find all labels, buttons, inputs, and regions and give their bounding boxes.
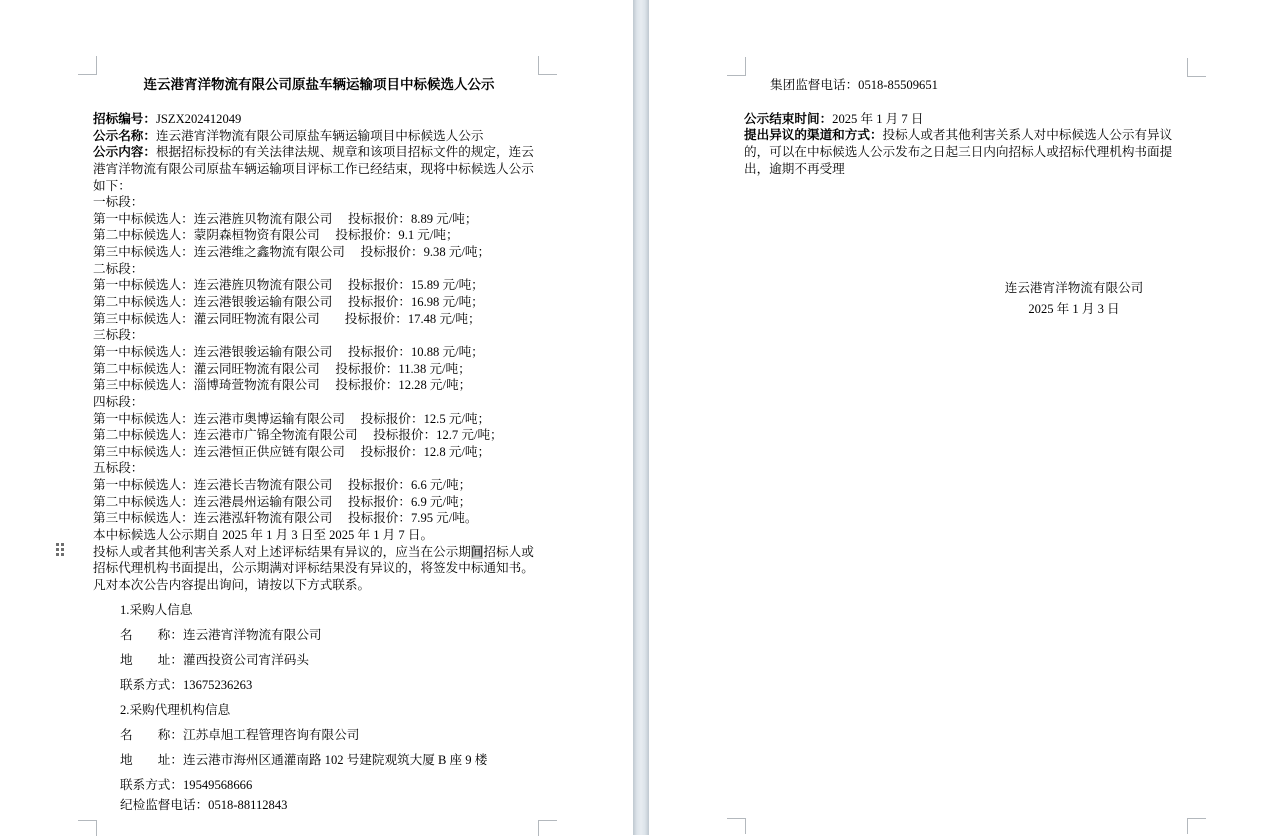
text-line: 出，逾期不再受理: [744, 161, 845, 176]
text-line: 公示名称：连云港宵洋物流有限公司原盐车辆运输项目中标候选人公示: [93, 128, 484, 143]
text-line: 港宵洋物流有限公司原盐车辆运输项目评标工作已经结束，现将中标候选人公示: [93, 161, 534, 176]
text-line: 第三中标候选人：连云港恒正供应链有限公司 投标报价：12.8 元/吨；: [93, 444, 491, 459]
text-line: 2.采购代理机构信息: [120, 703, 231, 718]
text-line: 第三中标候选人：淄博琦萱物流有限公司 投标报价：12.28 元/吨；: [93, 378, 472, 393]
text-line: 集团监督电话：0518-85509651: [770, 78, 938, 92]
text-line: 第三中标候选人：连云港维之鑫物流有限公司 投标报价：9.38 元/吨；: [93, 245, 491, 260]
bold-label: 提出异议的渠道和方式：: [744, 128, 883, 143]
text-line: 招标代理机构书面提出，公示期满对评标结果没有异议的，将签发中标通知书。: [93, 561, 534, 576]
right-page: [649, 0, 1283, 835]
text-line: 凡对本次公告内容提出询问，请按以下方式联系。: [93, 577, 371, 592]
margin-corner-mark: [538, 56, 557, 75]
text-line: 公示结束时间：2025 年 1 月 7 日: [744, 111, 924, 126]
text-line: 纪检监督电话：0518-88112843: [120, 797, 288, 812]
text-line: 第二中标候选人：蒙阴森桓物资有限公司 投标报价：9.1 元/吨；: [93, 228, 459, 243]
signature-company: 连云港宵洋物流有限公司: [1004, 281, 1144, 295]
text-line: 三标段：: [93, 328, 144, 343]
text-line: 四标段：: [93, 394, 144, 409]
margin-corner-mark: [727, 818, 746, 834]
margin-corner-mark: [1187, 58, 1206, 77]
bold-label: 公示内容：: [93, 145, 156, 160]
text-line: 名 称：连云港宵洋物流有限公司: [120, 628, 322, 642]
text-line: 第三中标候选人：连云港泓轩物流有限公司 投标报价：7.95 元/吨。: [93, 511, 478, 526]
text-line: 名 称：江苏卓旭工程管理咨询有限公司: [120, 728, 360, 743]
text-line: 本中标候选人公示期自 2025 年 1 月 3 日至 2025 年 1 月 7 日。: [93, 528, 434, 543]
text-line: 第二中标候选人：连云港市广锦全物流有限公司 投标报价：12.7 元/吨；: [93, 428, 503, 443]
text-line: 第一中标候选人：连云港旌贝物流有限公司 投标报价：15.89 元/吨；: [93, 278, 484, 293]
bold-label: 公示结束时间：: [744, 111, 833, 126]
text-line: 第二中标候选人：连云港晨州运输有限公司 投标报价：6.9 元/吨；: [93, 494, 472, 509]
text-line: 二标段：: [93, 261, 144, 276]
text-line: 五标段：: [93, 461, 144, 476]
text-line: 第二中标候选人：灌云同旺物流有限公司 投标报价：11.38 元/吨；: [93, 361, 471, 376]
bold-label: 招标编号：: [93, 112, 156, 126]
text-line: 第一中标候选人：连云港银骏运输有限公司 投标报价：10.88 元/吨；: [93, 344, 484, 359]
text-line: 联系方式：19549568666: [120, 778, 253, 793]
text-line: 提出异议的渠道和方式：投标人或者其他利害关系人对中标候选人公示有异议: [744, 128, 1173, 143]
text-line: 如下：: [93, 178, 131, 193]
text-line: [744, 94, 1214, 111]
text-line: 的，可以在中标候选人公示发布之日起三日内向招标人或招标代理机构书面提: [744, 145, 1173, 160]
text-line: 第一中标候选人：连云港旌贝物流有限公司 投标报价：8.89 元/吨；: [93, 211, 478, 226]
left-page-text: [93, 111, 553, 813]
signature-date: 2025 年 1 月 3 日: [1028, 302, 1120, 316]
paragraph-handle-icon[interactable]: [56, 543, 65, 556]
left-page: [0, 0, 633, 835]
margin-corner-mark: [727, 57, 746, 76]
text-line: 1.采购人信息: [120, 602, 193, 617]
margin-corner-mark: [78, 820, 97, 836]
margin-corner-mark: [538, 820, 557, 836]
text-line: 一标段：: [93, 195, 144, 210]
signature-block: [949, 278, 1199, 320]
text-line: 第一中标候选人：连云港市奥博运输有限公司 投标报价：12.5 元/吨；: [93, 411, 491, 426]
text-line: 联系方式：13675236263: [120, 678, 253, 693]
text-line: 第二中标候选人：连云港银骏运输有限公司 投标报价：16.98 元/吨；: [93, 295, 484, 310]
text-line: 招标编号：JSZX202412049: [93, 112, 242, 126]
margin-corner-mark: [1187, 818, 1206, 834]
page-divider: [633, 0, 649, 835]
right-page-text: [744, 77, 1214, 178]
text-line: 公示内容：根据招标投标的有关法律法规、规章和该项目招标文件的规定，连云: [93, 145, 534, 160]
text-line: 地 址：连云港市海州区通灌南路 102 号建院观筑大厦 B 座 9 楼: [120, 753, 488, 768]
highlighted-char: 间: [470, 544, 484, 559]
text-line: 地 址：灌西投资公司宵洋码头: [120, 653, 309, 668]
margin-corner-mark: [78, 56, 97, 75]
text-line: 第三中标候选人：灌云同旺物流有限公司 投标报价：17.48 元/吨；: [93, 311, 481, 326]
text-line: 第一中标候选人：连云港长吉物流有限公司 投标报价：6.6 元/吨；: [93, 478, 472, 493]
page-title: 连云港宵洋物流有限公司原盐车辆运输项目中标候选人公示: [143, 77, 495, 92]
bold-label: 公示名称：: [93, 128, 156, 143]
text-line: 投标人或者其他利害关系人对上述评标结果有异议的，应当在公示期间招标人或: [93, 544, 534, 559]
